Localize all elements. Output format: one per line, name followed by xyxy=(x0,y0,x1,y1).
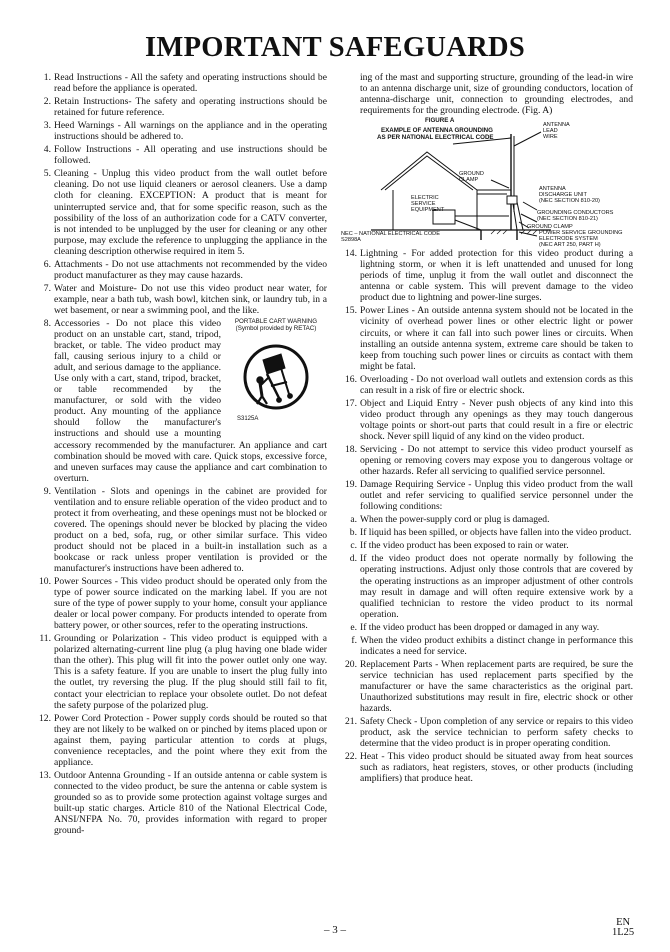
item-text: Ventilation - Slots and openings in the cabinet are provided for ventilation and to ensure reliable operation of the video product and to protect it from overheating, and these openings must not be blocked or covered. The openings should never be blocked by placing the video product on a bed, sofa, rug, or other similar surface. This video product should not be placed in a built-in installation such as a bookcase or rack unless proper ventilation is provided or the manufacturer's instructions have been adhered to. xyxy=(54,485,327,575)
nec-note: NEC – NATIONAL ELECTRICAL CODE xyxy=(341,231,440,238)
item-number: 21. xyxy=(345,716,357,728)
antenna-lead-label: ANTENNA xyxy=(543,122,570,129)
antenna-grounding-figure xyxy=(341,117,633,249)
item-number: 19. xyxy=(345,479,357,491)
item-number: 20. xyxy=(345,658,357,670)
electric-service-label: ELECTRIC xyxy=(411,195,439,202)
item-text: Heat - This video product should be situated away from heat sources such as radiators, heat registers, stoves, or other products (including amplifiers) that produce heat. xyxy=(360,751,633,785)
item-number: 6. xyxy=(43,258,51,270)
sub-list-item xyxy=(341,553,633,619)
item-text: Object and Liquid Entry - Never push objects of any kind into this video product through any openings as they may touch dangerous voltage points or short-out parts that could result in a fire or electric shock. Never spill liquid of any kind on the video product. xyxy=(360,397,633,442)
electric-service-label: EQUIPMENT xyxy=(411,207,445,214)
sub-list-item xyxy=(341,527,633,538)
discharge-unit-label: ANTENNA xyxy=(539,186,566,193)
item-number: 17. xyxy=(345,397,357,409)
item-text: Power Lines - An outside antenna system should not be located in the vicinity of overhead power lines or other electric light or power circuits, or where it can fall into such power lines or circuits. When installing an outside antenna system, extreme care should be taken to keep from touching such power lines or circuits as contact with them might be fatal. xyxy=(360,305,633,372)
page-title: IMPORTANT SAFEGUARDS xyxy=(144,32,526,63)
item-text: Read Instructions - All the safety and operating instructions should be read before the appliance is operated. xyxy=(54,72,327,95)
item-text: Follow Instructions - All operating and use instructions should be followed. xyxy=(54,144,327,167)
list-item xyxy=(35,318,327,484)
item-text: Replacement Parts - When replacement parts are required, be sure the service technician has used replacement parts specified by the manufacturer or have the same characteristics as the original part. Unauthorized substitutions may result in fire, electric shock or other hazards. xyxy=(360,658,633,715)
item-letter: d. xyxy=(349,553,357,565)
item-text: If the video product has been dropped or damaged in any way. xyxy=(360,621,600,633)
list-item xyxy=(341,374,633,396)
item-number: 5. xyxy=(43,168,51,180)
list-item xyxy=(341,305,633,371)
cart-warning-code: S3125A xyxy=(237,415,259,422)
list-item xyxy=(35,96,327,118)
item-number: 22. xyxy=(345,751,357,763)
grounding-conductors-label: GROUNDING CONDUCTORS xyxy=(537,210,614,217)
item-text: Power Cord Protection - Power supply cords should be routed so that they are not likely to be walked on or pinched by items placed upon or against them, paying particular attention to cords at plugs, convenience receptacles, and the point where they exit from the appliance. xyxy=(54,712,327,768)
item-text: Overloading - Do not overload wall outlets and extension cords as this can result in a risk of fire or electric shock. xyxy=(360,373,633,396)
item-text: ing of the mast and supporting structure, grounding of the lead-in wire to an antenna discharge unit, size of grounding conductors, location of antenna-discharge unit, connection to grounding electrodes, and requirements for the grounding electrode. (Fig. A) xyxy=(360,72,633,117)
item-text: Attachments - Do not use attachments not recommended by the video product manufacturer as they may cause hazards. xyxy=(54,258,327,281)
item-text: Lightning - For added protection for this video product during a lightning storm, or when it is left unattended and unused for long periods of time, unplug it from the wall outlet and disconnect the antenna or cable system. This will prevent damage to the video product due to lightning and power-line surges. xyxy=(360,248,633,304)
sub-list-item xyxy=(341,514,633,525)
list-item-continued xyxy=(341,72,633,116)
electrode-label: POWER SERVICE GROUNDING xyxy=(539,230,623,237)
item-letter: c. xyxy=(350,540,357,552)
cart-warning-title: PORTABLE CART WARNING xyxy=(234,317,318,325)
list-item xyxy=(35,770,327,836)
list-item xyxy=(341,751,633,784)
item-letter: a. xyxy=(350,514,357,526)
item-number: 15. xyxy=(345,305,357,317)
list-item xyxy=(341,479,633,512)
item-letter: b. xyxy=(349,527,357,539)
item-text: Power Sources - This video product should be operated only from the type of power source indicated on the marking label. If you are not sure of the type of power supply to your home, consult your appliance dealer or local power company. For products intended to operate from battery power, or other sources, refer to the operating instructions. xyxy=(54,576,327,632)
item-text: Retain Instructions- The safety and operating instructions should be retained for future reference. xyxy=(54,96,327,119)
item-text: When the power-supply cord or plug is damaged. xyxy=(360,514,550,526)
list-item xyxy=(341,444,633,477)
language-code xyxy=(612,918,634,938)
list-item xyxy=(341,248,633,303)
discharge-unit-label: DISCHARGE UNIT xyxy=(539,192,587,199)
item-text: Water and Moisture- Do not use this video product near water, for example, near a bath tub, wash bowl, kitchen sink, or laundry tub, in a wet basement, or near a swimming pool, and the like. xyxy=(54,282,327,316)
item-letter: e. xyxy=(350,621,357,633)
list-item xyxy=(35,144,327,166)
sub-list-item xyxy=(341,635,633,657)
electric-service-label: SERVICE xyxy=(411,201,436,208)
item-number: 3. xyxy=(43,120,51,132)
item-number: 9. xyxy=(43,485,51,497)
figure-caption-line1: EXAMPLE OF ANTENNA GROUNDING xyxy=(381,127,493,135)
item-number: 7. xyxy=(43,282,51,294)
item-number: 14. xyxy=(345,248,357,260)
item-text: Accessories - Do not place this video product on an unstable cart, stand, tripod, bracket, or table. The video product may fall, causing serious injury to a child or adult, and serious damage to the appliance. Use only with a cart, stand, tripod, bracket, or table recommended by the manufacturer, or sold with the video product. Any mounting of the appliance should follow the manufacturer's instructions and should use a mounting accessory recommended by the manufacturer. An appliance and cart combination should be moved with care. Quick stops, excessive force, and uneven surfaces may cause the appliance and cart combination to overturn. xyxy=(54,317,327,484)
item-number: 12. xyxy=(39,712,51,724)
figure-caption-line2: AS PER NATIONAL ELECTRICAL CODE xyxy=(377,134,494,142)
list-item xyxy=(35,120,327,142)
page-number: – 3 – xyxy=(324,924,346,936)
item-number: 2. xyxy=(43,96,51,108)
list-item xyxy=(35,486,327,574)
list-item xyxy=(35,713,327,768)
item-text: Grounding or Polarization - This video product is equipped with a polarized alternating-current line plug (a plug having one blade wider than the other). This plug will fit into the power outlet only one way. This is a safety feature. If you are unable to insert the plug fully into the outlet, try reversing the plug. If the plug should still fail to fit, contact your electrician to replace your obsolete outlet. Do not defeat the safety purpose of the polarized plug. xyxy=(54,633,327,711)
figure-label: FIGURE A xyxy=(425,117,455,125)
ground-clamp-bottom-label: GROUND CLAMP xyxy=(527,224,573,231)
item-number: 18. xyxy=(345,443,357,455)
cart-tipover-icon xyxy=(243,334,309,420)
discharge-unit-label: (NEC SECTION 810-20) xyxy=(539,198,600,205)
model-code: 1L25 xyxy=(612,927,635,938)
cart-warning-credit: (Symbol provided by RETAC) xyxy=(235,324,317,332)
language-label: EN xyxy=(616,917,631,928)
list-item xyxy=(341,716,633,749)
item-text: Outdoor Antenna Grounding - If an outside antenna or cable system is connected to the video product, be sure the antenna or cable system is grounded so as to provide some protection against voltage surges and built-up static charges. Article 810 of the National Electrical Code, ANSI/NFPA No. 70, provides information with regard to proper ground- xyxy=(54,769,327,837)
grounding-conductors-label: (NEC SECTION 810-21) xyxy=(537,216,598,223)
left-column xyxy=(35,72,327,838)
cart-warning xyxy=(225,318,327,436)
item-letter: f. xyxy=(351,634,357,646)
list-item xyxy=(341,398,633,442)
electrode-label: (NEC ART 250, PART H) xyxy=(539,242,601,249)
item-number: 1. xyxy=(43,72,51,83)
item-text: Cleaning - Unplug this video product from the wall outlet before cleaning. Do not use liquid cleaners or aerosol cleaners. Use a damp cloth for cleaning. EXCEPTION: A product that is meant for uninterrupted service and, that for some specific reason, such as the possibility of the loss of an authorization code for a CATV converter, is not intended to be unplugged by the user for cleaning or any other purpose, may exclude the reference to unplugging the appliance in the cleaning description otherwise required in item 5. xyxy=(54,168,327,257)
list-item xyxy=(35,576,327,631)
electrode-label: ELECTRODE SYSTEM xyxy=(539,236,598,243)
item-number: 13. xyxy=(39,769,51,781)
item-number: 11. xyxy=(39,633,51,645)
ground-clamp-label: CLAMP xyxy=(459,177,479,184)
item-number: 16. xyxy=(345,373,357,385)
ground-clamp-label: GROUND xyxy=(459,171,484,178)
figure-code: S2898A xyxy=(341,237,361,244)
item-text: Heed Warnings - All warnings on the appliance and in the operating instructions should be adhered to. xyxy=(54,120,327,143)
antenna-lead-label: WIRE xyxy=(543,134,558,141)
item-text: If the video product has been exposed to rain or water. xyxy=(360,540,569,552)
list-item xyxy=(35,168,327,256)
right-column xyxy=(341,72,633,786)
list-item xyxy=(341,659,633,714)
item-text: If liquid has been spilled, or objects have fallen into the video product. xyxy=(360,527,632,539)
list-item xyxy=(35,633,327,710)
list-item xyxy=(35,72,327,94)
sub-list-item xyxy=(341,540,633,551)
item-text: If the video product does not operate normally by following the operating instructions. Adjust only those controls that are covered by the operating instructions as an improper adjustment of other controls may result in damage and will often require extensive work by a qualified technician to restore the video product to its normal operation. xyxy=(360,553,633,620)
list-item xyxy=(35,259,327,281)
list-item xyxy=(35,283,327,316)
item-number: 4. xyxy=(43,144,51,156)
antenna-lead-label: LEAD xyxy=(543,128,558,135)
item-number: 10. xyxy=(39,576,51,588)
item-text: Damage Requiring Service - Unplug this video product from the wall outlet and refer servicing to qualified service personnel under the following conditions: xyxy=(360,479,633,513)
item-text: Safety Check - Upon completion of any service or repairs to this video product, ask the service technician to perform safety checks to determine that the video product is in proper operating condition. xyxy=(360,716,633,750)
item-number: 8. xyxy=(43,317,51,329)
sub-list-item xyxy=(341,622,633,633)
item-text: When the video product exhibits a distinct change in performance this indicates a need for service. xyxy=(360,634,633,657)
item-text: Servicing - Do not attempt to service this video product yourself as opening or removing covers may expose you to dangerous voltage or other hazards. Refer all servicing to qualified service personnel. xyxy=(360,443,633,478)
